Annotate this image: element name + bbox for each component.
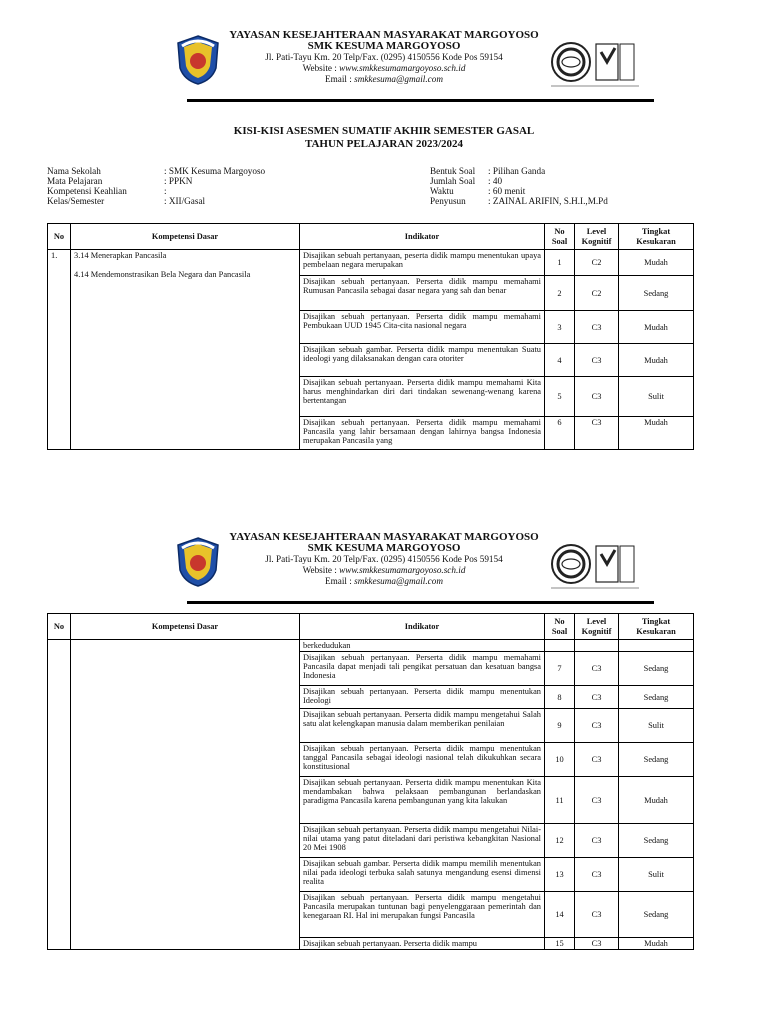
table-row: Disajikan sebuah gambar. Perserta didik mampu menentukan Suatu ideologi yang dilaksanakan dengan cara otoriter 4 C3 Mudah: [48, 344, 694, 377]
table-row: Disajikan sebuah pertanyaan. Perserta didik mampu mengetahui Pancasila merupakan tuntunan bagi penyelenggaraan pemerintah dan kenegaraan RI. Hal ini merupakan fungsi Pancasila 14 C3 Sedang: [48, 892, 694, 938]
school-address: Jl. Pati-Tayu Km. 20 Telp/Fax. (0295) 4150556 Kode Pos 59154: [265, 554, 503, 564]
school-name: SMK KESUMA MARGOYOSO: [307, 542, 461, 554]
letterhead-text: [200, 532, 568, 587]
foundation-name: YAYASAN KESEJAHTERAAN MASYARAKAT MARGOYOSO: [229, 531, 539, 543]
table-row: Disajikan sebuah pertanyaan. Perserta didik mampu memahami Kita harus menghindarkan diri dari tindakan sewenang-wenang karena bertentangan 5 C3 Sulit: [48, 377, 694, 417]
website-line: Website : www.smkkesumamargoyoso.sch.id: [302, 63, 466, 73]
table-row: Disajikan sebuah pertanyaan. Perserta didik mampu mengetahui Salah satu alat kelengkapan manusia dalam memberikan penilaian 9 C3 Sulit: [48, 709, 694, 743]
kompetensi-dasar: 3.14 Menerapkan Pancasila 4.14 Mendemonstrasikan Bela Negara dan Pancasila: [71, 250, 300, 450]
foundation-name: YAYASAN KESEJAHTERAAN MASYARAKAT MARGOYOSO: [229, 29, 539, 41]
school-address: Jl. Pati-Tayu Km. 20 Telp/Fax. (0295) 4150556 Kode Pos 59154: [265, 52, 503, 62]
website-line: Website : www.smkkesumamargoyoso.sch.id: [302, 565, 466, 575]
table-row: berkedudukan: [48, 640, 694, 652]
letterhead: [0, 532, 768, 602]
table-row: 1. 3.14 Menerapkan Pancasila 4.14 Mendemonstrasikan Bela Negara dan Pancasila Disajikan sebuah pertanyaan, peserta didik mampu menentukan upaya pembelaan negara merupakan 1 C2 Mudah: [48, 250, 694, 276]
iso-certification-logo: [549, 540, 641, 592]
letterhead-divider: [187, 601, 654, 604]
table-header-row: No Kompetensi Dasar Indikator No Soal Level Kognitif Tingkat Kesukaran: [48, 224, 694, 250]
meta-left: Nama Sekolah : SMK Kesuma Margoyoso Mata Pelajaran : PPKN Kompetensi Keahlian : Kelas/Semester : XII/Gasal: [47, 166, 266, 206]
document-title: KISI-KISI ASESMEN SUMATIF AKHIR SEMESTER GASAL TAHUN PELAJARAN 2023/2024: [233, 125, 535, 150]
table-row: Disajikan sebuah pertanyaan. Perserta didik mampu memahami Rumusan Pancasila sebagai dasar negara yang sah dan benar 2 C2 Sedang: [48, 276, 694, 311]
table-row: Disajikan sebuah pertanyaan. Perserta didik mampu mengetahui Nilai-nilai utama yang patut diteladani dari peristiwa kebangkitan Nasional 20 Mei 1908 12 C3 Sedang: [48, 824, 694, 858]
email-line: Email : smkkesuma@gmail.com: [325, 74, 443, 84]
email-line: Email : smkkesuma@gmail.com: [325, 576, 443, 586]
table-row: Disajikan sebuah pertanyaan. Perserta didik mampu menentukan Kita mendambakan bahwa pelaksaan pembangunan berlandaskan paradigma Pancasila karena pembangunan yang kita lakukan 11 C3 Mudah: [48, 777, 694, 824]
table-row: Disajikan sebuah pertanyaan. Perserta didik mampu 15 C3 Mudah: [48, 938, 694, 950]
table-row: Disajikan sebuah pertanyaan. Perserta didik mampu menentukan Ideologi 8 C3 Sedang: [48, 686, 694, 709]
table-row: Disajikan sebuah pertanyaan. Perserta didik mampu memahami Pembukaan UUD 1945 Cita-cita nasional negara 3 C3 Mudah: [48, 311, 694, 344]
table-row: Disajikan sebuah pertanyaan. Perserta didik mampu menentukan tanggal Pancasila sebagai ideologi nasional telah dikukuhkan secara konstitusional 10 C3 Sedang: [48, 743, 694, 777]
table-row: Disajikan sebuah pertanyaan. Perserta didik mampu memahami Pancasila yang lahir bersamaan dengan lahirnya bangsa Indonesia merupakan Pancasila yang 6 C3 Mudah: [48, 417, 694, 450]
table-row: Disajikan sebuah gambar. Perserta didik mampu memilih menentukan nilai pada ideologi terbuka salah satunya mengandung esensi dimensi realita 13 C3 Sulit: [48, 858, 694, 892]
meta-right: Bentuk Soal : Pilihan Ganda Jumlah Soal : 40 Waktu : 60 menit Penyusun : ZAINAL ARIFIN, S.H.I.,M.Pd: [430, 166, 608, 206]
table-row: Disajikan sebuah pertanyaan. Perserta didik mampu memahami Pancasila dapat menjadi tali pengikat persatuan dan kesatuan bangsa Indonesia 7 C3 Sedang: [48, 652, 694, 686]
table-header-row: No Kompetensi Dasar Indikator No Soal Level Kognitif Tingkat Kesukaran: [48, 614, 694, 640]
kisi-kisi-table-page-2: [47, 613, 694, 950]
school-name: SMK KESUMA MARGOYOSO: [307, 40, 461, 52]
